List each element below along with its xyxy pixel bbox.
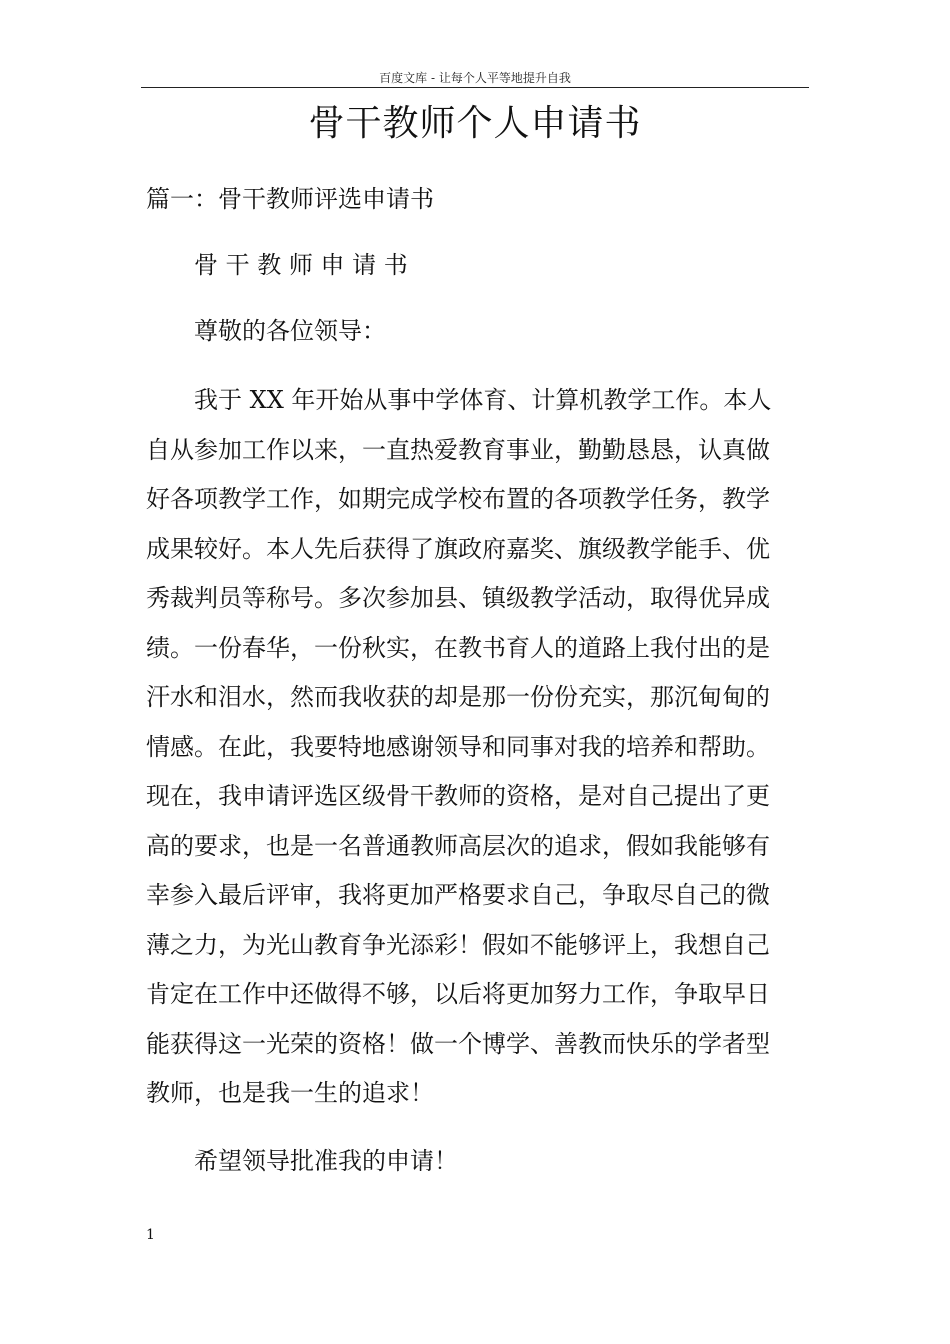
body-line: 自从参加工作以来，一直热爱教育事业，勤勤恳恳，认真做: [146, 435, 770, 464]
page-number: 1: [146, 1227, 155, 1243]
body-line: 能获得这一光荣的资格！做一个博学、善教而快乐的学者型: [146, 1029, 770, 1058]
document-title: 骨干教师个人申请书: [308, 103, 642, 144]
body-line: 秀裁判员等称号。多次参加县、镇级教学活动，取得优异成: [146, 584, 770, 612]
body-line: 薄之力，为光山教育争光添彩！假如不能够评上，我想自己: [146, 930, 770, 959]
body-line: 成果较好。本人先后获得了旗政府嘉奖、旗级教学能手、优: [146, 534, 770, 563]
body-paragraph: [146, 376, 836, 1119]
body-line: 教师，也是我一生的追求！: [146, 1079, 434, 1107]
page-header-text: 百度文库 - 让每个人平等地提升自我: [379, 71, 571, 85]
body-line: 高的要求，也是一名普通教师高层次的追求，假如我能够有: [146, 831, 770, 860]
body-line: 现在，我申请评选区级骨干教师的资格，是对自己提出了更: [146, 782, 770, 810]
salutation: 尊敬的各位领导：: [194, 317, 386, 345]
body-line: 肯定在工作中还做得不够，以后将更加努力工作，争取早日: [146, 980, 770, 1008]
body-line: 汗水和泪水，然而我收获的却是那一份份充实，那沉甸甸的: [146, 683, 770, 711]
body-line: 绩。一份春华，一份秋实，在教书育人的道路上我付出的是: [146, 633, 770, 662]
section-heading: 篇一：骨干教师评选申请书: [146, 185, 434, 213]
header-divider: [141, 87, 809, 88]
body-line: 幸参入最后评审，我将更加严格要求自己，争取尽自己的微: [146, 881, 770, 909]
letter-title: 骨 干 教 师 申 请 书: [194, 251, 408, 279]
body-line: 好各项教学工作，如期完成学校布置的各项教学任务，教学: [146, 485, 770, 513]
body-line: 我于 XX 年开始从事中学体育、计算机教学工作。本人: [194, 386, 772, 414]
body-line: 情感。在此，我要特地感谢领导和同事对我的培养和帮助。: [146, 732, 770, 761]
closing-line: 希望领导批准我的申请！: [194, 1147, 458, 1175]
